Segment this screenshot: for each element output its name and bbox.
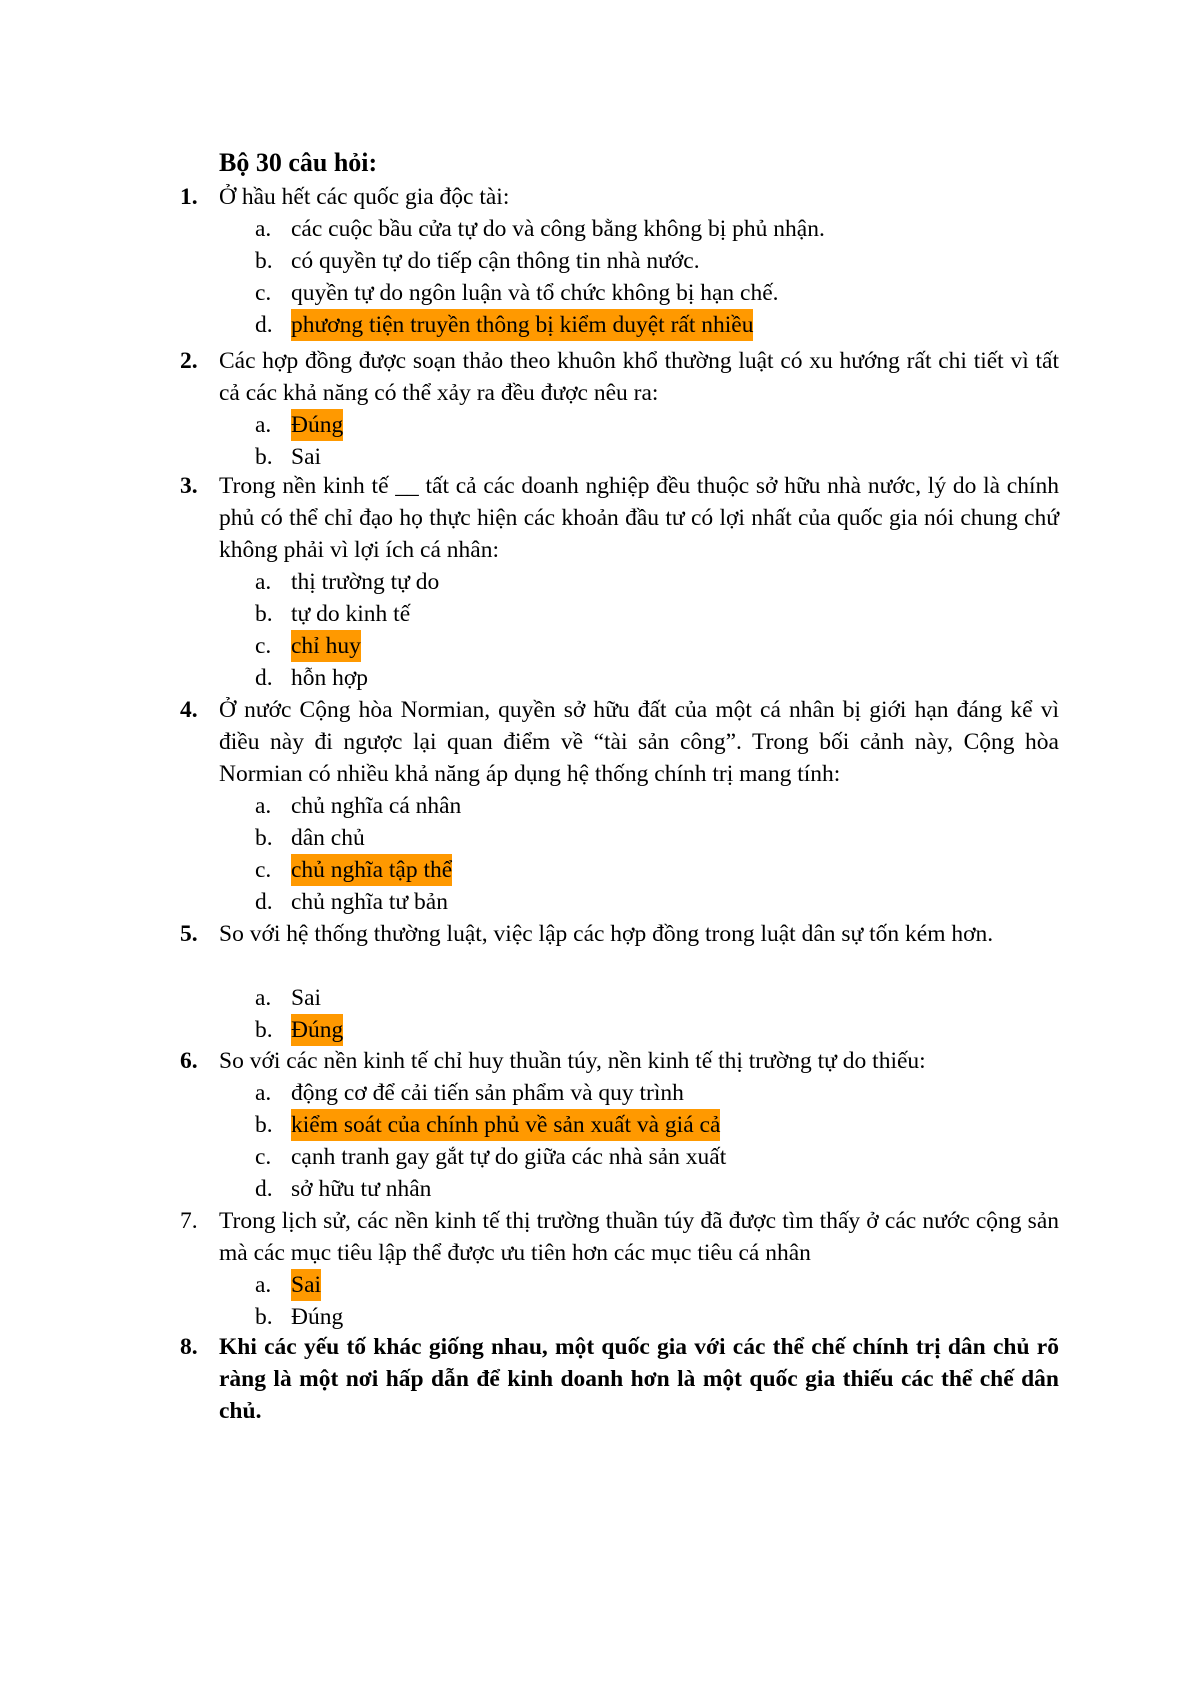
question-number: 2. [180, 348, 198, 374]
option-text-highlighted: kiểm soát của chính phủ về sản xuất và giá cả [291, 1109, 720, 1141]
option-text-highlighted: chủ nghĩa tập thể [291, 854, 452, 886]
question-number: 8. [180, 1334, 198, 1360]
page-title: Bộ 30 câu hỏi: [219, 148, 378, 177]
option-text: hỗn hợp [291, 665, 369, 691]
option-letter: c. [255, 280, 272, 306]
option-letter: d. [255, 1176, 273, 1202]
option-letter: a. [255, 412, 272, 438]
question-number: 5. [180, 921, 198, 947]
option-text-highlighted: phương tiện truyền thông bị kiểm duyệt rất nhiều [291, 309, 753, 341]
option-text-highlighted: Đúng [291, 409, 343, 441]
option-text: Đúng [291, 1304, 344, 1330]
question-text: So với các nền kinh tế chỉ huy thuần túy, nền kinh tế thị trường tự do thiếu: [219, 1048, 926, 1074]
option-letter: a. [255, 1272, 272, 1298]
question-text: Trong nền kinh tế __ tất cả các doanh nghiệp đều thuộc sở hữu nhà nước, lý do là chính phủ có thể chỉ đạo họ thực hiện các khoản đầu tư có lợi nhất của quốc gia nói chung chứ không phải vì lợi ích cá nhân: [219, 473, 1059, 563]
option-letter: c. [255, 633, 272, 659]
option-letter: b. [255, 1112, 273, 1138]
option-letter: a. [255, 985, 272, 1011]
answer-option [0, 662, 1200, 697]
option-text: Sai [291, 985, 322, 1011]
answer-option [0, 245, 1200, 280]
option-text: chủ nghĩa cá nhân [291, 793, 462, 819]
answer-option [0, 790, 1200, 825]
question-text: Trong lịch sử, các nền kinh tế thị trường thuần túy đã được tìm thấy ở các nước cộng sản mà các mục tiêu lập thể được ưu tiên hơn các mục tiêu cá nhân [219, 1208, 1059, 1266]
answer-option [0, 309, 1200, 344]
answer-option [0, 277, 1200, 312]
option-text: chủ nghĩa tư bản [291, 889, 448, 915]
answer-option [0, 630, 1200, 665]
option-text: quyền tự do ngôn luận và tổ chức không bị hạn chế. [291, 280, 779, 306]
option-text: dân chủ [291, 825, 365, 851]
answer-option [0, 213, 1200, 248]
answer-option [0, 854, 1200, 889]
option-letter: d. [255, 665, 273, 691]
option-letter: d. [255, 889, 273, 915]
answer-option [0, 1109, 1200, 1144]
question-text: Khi các yếu tố khác giống nhau, một quốc gia với các thể chế chính trị dân chủ rõ ràng là một nơi hấp dẫn để kinh doanh hơn là một quốc gia thiếu các thể chế dân chủ. [219, 1334, 1059, 1424]
option-letter: b. [255, 1017, 273, 1043]
option-letter: c. [255, 1144, 272, 1170]
question-text: Ở nước Cộng hòa Normian, quyền sở hữu đất của một cá nhân bị giới hạn đáng kể vì điều này đi ngược lại quan điểm về “tài sản công”. Trong bối cảnh này, Cộng hòa Normian có nhiều khả năng áp dụng hệ thống chính trị mang tính: [219, 697, 1059, 787]
option-text: sở hữu tư nhân [291, 1176, 432, 1202]
question-text: So với hệ thống thường luật, việc lập các hợp đồng trong luật dân sự tốn kém hơn. [219, 921, 994, 947]
question-number: 4. [180, 697, 198, 723]
answer-option [0, 822, 1200, 857]
option-letter: a. [255, 569, 272, 595]
option-letter: a. [255, 216, 272, 242]
answer-option [0, 982, 1200, 1017]
option-text-highlighted: Đúng [291, 1014, 343, 1046]
answer-option [0, 409, 1200, 444]
answer-option [0, 1077, 1200, 1112]
answer-option [0, 1173, 1200, 1208]
option-text: thị trường tự do [291, 569, 440, 595]
answer-option [0, 1141, 1200, 1176]
option-letter: b. [255, 825, 273, 851]
question-number: 1. [180, 184, 198, 210]
option-letter: b. [255, 248, 273, 274]
answer-option [0, 566, 1200, 601]
option-text-highlighted: chỉ huy [291, 630, 361, 662]
option-text: tự do kinh tế [291, 601, 411, 627]
option-letter: a. [255, 793, 272, 819]
answer-option [0, 598, 1200, 633]
answer-option [0, 886, 1200, 921]
answer-option [0, 1269, 1200, 1304]
question-text: Ở hầu hết các quốc gia độc tài: [219, 184, 510, 210]
answer-option [0, 1014, 1200, 1049]
option-letter: c. [255, 857, 272, 883]
question-number: 6. [180, 1048, 198, 1074]
option-text: các cuộc bầu cửa tự do và công bằng không bị phủ nhận. [291, 216, 825, 242]
question-number: 3. [180, 473, 198, 499]
option-text: Sai [291, 444, 322, 470]
question-number: 7. [180, 1208, 198, 1234]
option-text: có quyền tự do tiếp cận thông tin nhà nước. [291, 248, 700, 274]
option-letter: b. [255, 1304, 273, 1330]
option-text-highlighted: Sai [291, 1269, 321, 1301]
option-text: động cơ để cải tiến sản phẩm và quy trình [291, 1080, 684, 1106]
question-text: Các hợp đồng được soạn thảo theo khuôn khổ thường luật có xu hướng rất chi tiết vì tất cả các khả năng có thể xảy ra đều được nêu ra: [219, 348, 1059, 406]
option-text: cạnh tranh gay gắt tự do giữa các nhà sản xuất [291, 1144, 727, 1170]
option-letter: d. [255, 312, 273, 338]
option-letter: a. [255, 1080, 272, 1106]
option-letter: b. [255, 444, 273, 470]
option-letter: b. [255, 601, 273, 627]
